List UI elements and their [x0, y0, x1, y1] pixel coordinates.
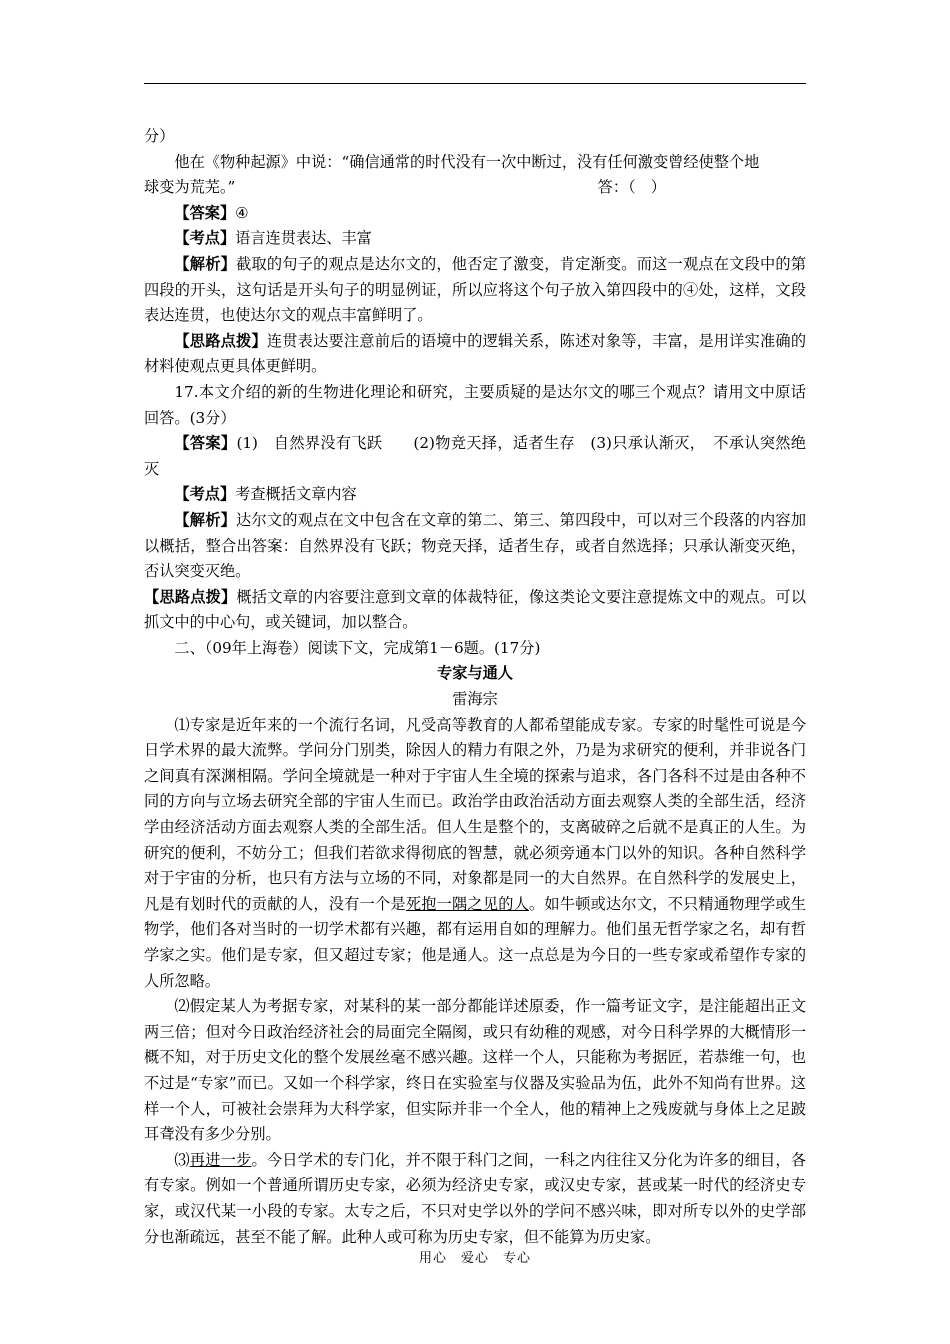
header-rule: [144, 83, 806, 84]
q16-tip-label: 【思路点拨】: [174, 331, 267, 350]
q17-analysis-label: 【解析】: [174, 510, 237, 529]
p1-text-a: ⑴专家是近年来的一个流行名词，凡受高等教育的人都希望能成专家。专家的时髦性可说是今日学术界的最大流弊。学问分门别类，除因人的精力有限之外，乃是为求研究的便利，并非说各门之间真有深渊相隔。学问全境就是一种对于宇宙人生全境的探索与追求，各门各科不过是由各种不同的方向与立场去研究全部的宇宙人生而已。政治学由政治活动方面去观察人类的全部生活，经济学由经济活动方面去观察人类的全部生活。但人生是整个的，支离破碎之后就不是真正的人生。为研究的便利，不妨分工；但我们若欲求得彻底的智慧，就必须旁通本门以外的知识。各种自然科学对于宇宙的分析，也只有方法与立场的不同，对象都是同一的大自然界。在自然科学的发展史上，凡是有划时代的贡献的人，没有一个是: [144, 715, 806, 913]
q16-answer-text: ④: [235, 203, 249, 222]
q16-point-text: 语言连贯表达、丰富: [235, 229, 372, 248]
q16-point: [144, 226, 806, 252]
quote-line-2-text: 球变为荒芜。”: [144, 178, 236, 197]
q17-analysis-text: 达尔文的观点在文中包含在文章的第二、第三、第四段中，可以对三个段落的内容加以概括，整合出答案：自然界没有飞跃；物竞天择，适者生存，或者自然选择；只承认渐变灭绝，否认突变灭绝。: [144, 510, 807, 581]
quote-line-2: [144, 175, 806, 201]
q17-tip-text: 概括文章的内容要注意到文章的体裁特征，像这类论文要注意提炼文中的观点。可以抓文中的中心句，或关键词，加以整合。: [144, 587, 807, 632]
section-2-heading: 二、（09年上海卷）阅读下文，完成第1－6题。(17分): [174, 638, 541, 657]
q16-tip: [144, 329, 806, 380]
quote-line-1: 他在《物种起源》中说：“确信通常的时代没有一次中断过，没有任何激变曾经使整个地: [174, 152, 760, 171]
p1-text-b: 。如牛顿或达尔文，不只精通物理学或生物学，他们各对当时的一切学术都有兴趣，都有运用自如的理解力。他们虽无哲学家之名，却有哲学家之实。他们是专家，但又超过专家；他是通人。这一点总是为今日的一些专家或希望作专家的人所忽略。: [144, 894, 807, 990]
essay-paragraph-2: ⑵假定某人为考据专家，对某科的某一部分都能详述原委，作一篇考证文字，是注能超出正文两三倍；但对今日政治经济社会的局面完全隔阂，或只有幼稚的观感，对今日科学界的大概情形一概不知，对于历史文化的整个发展丝毫不感兴趣。这样一个人，只能称为考据匠，若恭维一句，也不过是“专家”而已。又如一个科学家，终日在实验室与仪器及实验品为伍，此外不知尚有世界。这样一个人，可被社会崇拜为大科学家，但实际并非一个全人，他的精神上之残废就与身体上之足跛耳聋没有多少分别。: [144, 997, 806, 1144]
q17-analysis: [144, 508, 806, 585]
q16-tip-text: 连贯表达要注意前后的语境中的逻辑关系，陈述对象等，丰富，是用详实准确的材料使观点更具体更鲜明。: [144, 331, 807, 376]
p3-text: 。今日学术的专门化，并不限于科门之间，一科之内往往又分化为许多的细目，各有专家。例如一个普通所谓历史专家，必须为经济史专家，或汉史专家，甚或某一时代的经济史专家，或汉代某一小段的专家。太专之后，不只对史学以外的学问不感兴味，即对所专以外的史学部分也渐疏远，甚至不能了解。此种人或可称为历史专家，但不能算为历史家。: [144, 1150, 807, 1246]
p1-underlined-phrase: 死抱一隅之见的人: [405, 894, 530, 913]
p3-prefix: ⑶: [174, 1150, 190, 1169]
q17-tip: [144, 585, 806, 636]
q17-tip-label: 【思路点拨】: [144, 587, 237, 606]
essay-title: 专家与通人: [437, 664, 513, 683]
q17-point-text: 考查概括文章内容: [235, 485, 357, 504]
q17-answer-text: (1) 自然界没有飞跃 (2)物竞天择，适者生存 (3)只承认渐灭， 不承认突然绝灭: [144, 434, 806, 478]
q17-point: [144, 482, 806, 508]
q16-answer: [144, 201, 806, 227]
q16-analysis: [144, 252, 806, 329]
page-footer: 用心 爱心 专心: [418, 1251, 531, 1266]
essay-author: 雷海宗: [452, 690, 498, 709]
q17-answer: [144, 431, 806, 482]
q16-analysis-label: 【解析】: [174, 254, 237, 273]
q16-point-label: 【考点】: [174, 229, 236, 248]
q16-answer-label: 【答案】: [174, 203, 236, 222]
essay-paragraph-1: [144, 713, 806, 995]
continued-text: 分）: [144, 127, 175, 145]
p3-underlined-phrase: 再进一步: [189, 1150, 252, 1169]
quote-answer-blank: 答：（ ）: [597, 178, 666, 197]
q17-answer-label: 【答案】: [174, 434, 237, 453]
essay-paragraph-3: [144, 1148, 806, 1250]
q17-question: 17.本文介绍的新的生物进化理论和研究，主要质疑的是达尔文的哪三个观点？请用文中原话回答。(3分）: [144, 382, 806, 427]
document-body: [144, 124, 806, 1250]
q17-point-label: 【考点】: [174, 485, 236, 504]
q16-analysis-text: 截取的句子的观点是达尔文的，他否定了激变，肯定渐变。而这一观点在文段中的第四段的开头，这句话是开头句子的明显例证，所以应将这个句子放入第四段中的④处，这样，文段表达连贯，也使达尔文的观点丰富鲜明了。: [144, 254, 807, 325]
